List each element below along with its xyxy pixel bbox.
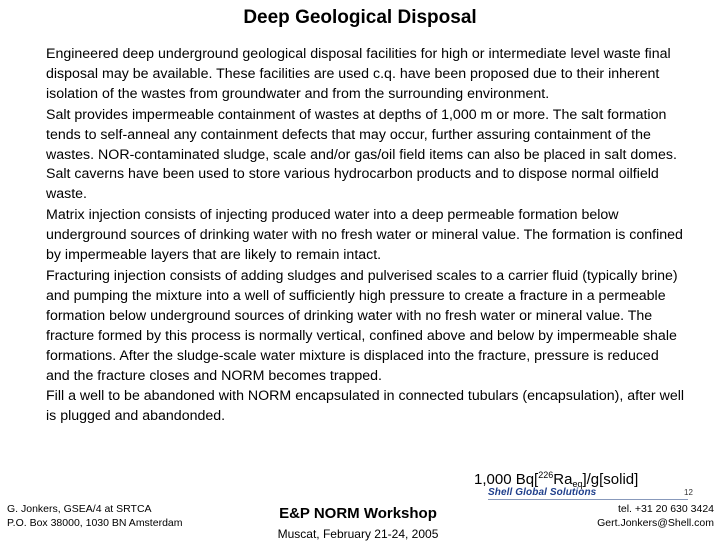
formula-isotope-mass: 226: [538, 470, 554, 480]
paragraph-fracturing-injection: Fracturing injection consists of adding sludges and pulverised scales to a carrier fluid (typically brine) and pumping the mixture into a well of sufficiently high pressure to create a fracture in a permeable formation below underground sources of drinking water with no fresh water or mineral value. The fracture formed by this process is normally vertical, confined above and below by impermeable shale formations. After the sludge-scale water mixture is displaced into the fracture, pressure is reduced and the fracture closes and NORM becomes trapped.: [46, 267, 678, 384]
paragraph-well-fill: Fill a well to be abandoned with NORM encapsulated in connected tubulars (encapsulation), after well is plugged and abandonded.: [46, 388, 685, 425]
formula-element: Ra: [553, 471, 573, 488]
paragraph-engineered-disposal: Engineered deep underground geological disposal facilities for high or intermediate level waste final disposal may be available. These facilities are used c.q. have been proposed due to their inherent isolation of the wastes from groundwater and from the surrounding environment.: [46, 46, 671, 102]
shell-global-solutions-logo: Shell Global Solutions: [488, 487, 597, 498]
footer-event-location: Muscat, February 21-24, 2005: [277, 527, 439, 541]
paragraph-salt: Salt provides impermeable containment of wastes at depths of 1,000 m or more. The salt formation tends to self-anneal any containment defects that may occur, further assuring containment of the wastes. NOR-contaminated sludge, scale and/or gas/oil field items can also be placed in salt domes. Salt caverns have been used to store various hydrocarbon products and to dispose normal oilfield waste.: [46, 106, 677, 203]
footer-event-title: E&P NORM Workshop: [279, 505, 437, 522]
logo-divider: [488, 499, 688, 500]
formula-prefix: 1,000 Bq[: [474, 471, 539, 488]
footer-author-address: P.O. Box 38000, 1030 BN Amsterdam: [7, 517, 183, 529]
slide-body: [46, 45, 686, 427]
formula-eq-subscript: eq: [572, 479, 583, 489]
footer-contact: [597, 502, 714, 530]
formula-suffix: ]/g[solid]: [582, 471, 639, 488]
page-number: 12: [684, 488, 693, 497]
footer-phone: tel. +31 20 630 3424: [617, 503, 714, 515]
slide-title: Deep Geological Disposal: [243, 7, 477, 28]
paragraph-matrix-injection: Matrix injection consists of injecting produced water into a deep permeable formation below underground sources of drinking water with no fresh water or mineral value. The formation is confined by impermeable layers that are likely to remain intact.: [46, 207, 683, 264]
footer-email: Gert.Jonkers@Shell.com: [597, 517, 714, 529]
footer-author-name: G. Jonkers, GSEA/4 at SRTCA: [7, 503, 152, 515]
